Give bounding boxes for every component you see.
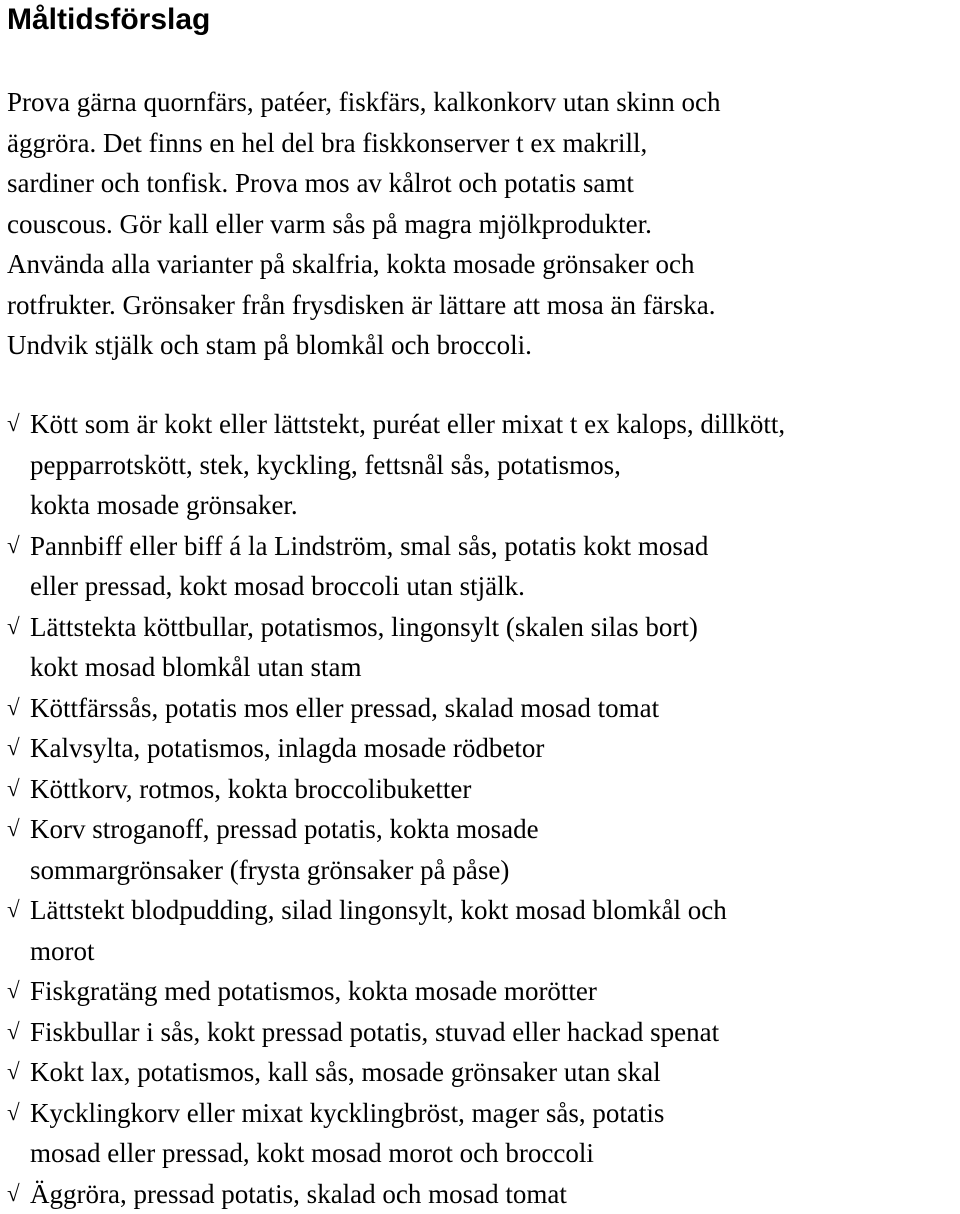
meal-text-line: pepparrotskött, stek, kyckling, fettsnål sås, potatismos,: [30, 445, 960, 486]
meal-text-line: sommargrönsaker (frysta grönsaker på påse): [30, 850, 960, 891]
meal-item: [0, 890, 960, 971]
meal-text-line: Kokt lax, potatismos, kall sås, mosade grönsaker utan skal: [30, 1052, 960, 1093]
check-icon: √: [7, 1174, 20, 1214]
meal-item: [0, 1093, 960, 1174]
meal-text-line: Kycklingkorv eller mixat kycklingbröst, mager sås, potatis: [30, 1093, 960, 1134]
meal-text-line: Köttkorv, rotmos, kokta broccolibuketter: [30, 769, 960, 810]
meal-text-line: Pannbiff eller biff á la Lindström, smal sås, potatis kokt mosad: [30, 526, 960, 567]
meal-item: [0, 971, 960, 1012]
check-icon: √: [7, 971, 20, 1012]
meal-text-line: Lättstekt blodpudding, silad lingonsylt, kokt mosad blomkål och: [30, 890, 960, 931]
check-icon: √: [7, 809, 20, 850]
meal-item: [0, 688, 960, 729]
meal-text-line: Lättstekta köttbullar, potatismos, lingonsylt (skalen silas bort): [30, 607, 960, 648]
meal-item: [0, 1174, 960, 1214]
meal-text-line: kokt mosad blomkål utan stam: [30, 647, 960, 688]
check-icon: √: [7, 728, 20, 769]
intro-line: Använda alla varianter på skalfria, kokta mosade grönsaker och: [7, 244, 957, 285]
intro-paragraph: [7, 82, 957, 366]
check-icon: √: [7, 1052, 20, 1093]
meal-item: [0, 728, 960, 769]
meal-text-line: Köttfärssås, potatis mos eller pressad, skalad mosad tomat: [30, 688, 960, 729]
meal-text-line: Korv stroganoff, pressad potatis, kokta mosade: [30, 809, 960, 850]
meal-text-line: kokta mosade grönsaker.: [30, 485, 960, 526]
intro-line: sardiner och tonfisk. Prova mos av kålrot och potatis samt: [7, 163, 957, 204]
meal-suggestion-list: [0, 404, 960, 1214]
meal-item: [0, 1012, 960, 1053]
meal-item: [0, 769, 960, 810]
check-icon: √: [7, 890, 20, 931]
meal-text-line: Kalvsylta, potatismos, inlagda mosade rödbetor: [30, 728, 960, 769]
check-icon: √: [7, 607, 20, 648]
meal-item: [0, 1052, 960, 1093]
meal-item: [0, 404, 960, 526]
meal-item: [0, 809, 960, 890]
check-icon: √: [7, 404, 20, 445]
meal-text-line: Fiskbullar i sås, kokt pressad potatis, stuvad eller hackad spenat: [30, 1012, 960, 1053]
intro-line: Prova gärna quornfärs, patéer, fiskfärs, kalkonkorv utan skinn och: [7, 82, 957, 123]
check-icon: √: [7, 526, 20, 567]
intro-line: couscous. Gör kall eller varm sås på magra mjölkprodukter.: [7, 204, 957, 245]
check-icon: √: [7, 769, 20, 810]
meal-text-line: eller pressad, kokt mosad broccoli utan stjälk.: [30, 566, 960, 607]
meal-text-line: Fiskgratäng med potatismos, kokta mosade morötter: [30, 971, 960, 1012]
meal-text-line: morot: [30, 931, 960, 972]
intro-line: Undvik stjälk och stam på blomkål och broccoli.: [7, 325, 957, 366]
check-icon: √: [7, 688, 20, 729]
meal-text-line: mosad eller pressad, kokt mosad morot och broccoli: [30, 1133, 960, 1174]
meal-item: [0, 526, 960, 607]
meal-text-line: Kött som är kokt eller lättstekt, puréat eller mixat t ex kalops, dillkött,: [30, 404, 960, 445]
meal-item: [0, 607, 960, 688]
intro-line: rotfrukter. Grönsaker från frysdisken är lättare att mosa än färska.: [7, 285, 957, 326]
check-icon: √: [7, 1093, 20, 1134]
check-icon: √: [7, 1012, 20, 1053]
meal-text-line: Äggröra, pressad potatis, skalad och mosad tomat: [30, 1174, 960, 1214]
intro-line: äggröra. Det finns en hel del bra fiskkonserver t ex makrill,: [7, 123, 957, 164]
page-title: Måltidsförslag: [7, 0, 210, 40]
